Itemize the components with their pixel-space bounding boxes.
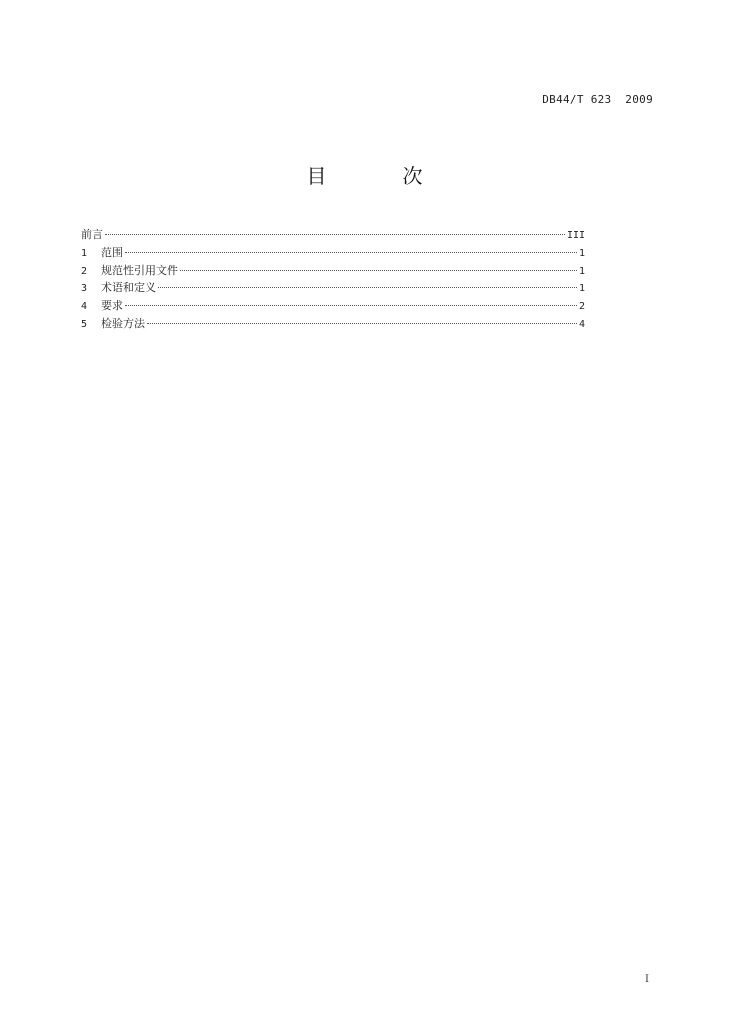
toc-entry-number: 4 bbox=[81, 301, 88, 313]
toc-entry-test-methods[interactable] bbox=[81, 315, 585, 333]
toc-entry-number: 5 bbox=[81, 318, 88, 330]
toc-entry-page: III bbox=[566, 230, 585, 241]
toc-entry-page: 1 bbox=[578, 265, 585, 277]
toc-dot-leader bbox=[147, 323, 577, 324]
toc-entry-page: 1 bbox=[578, 283, 585, 295]
toc-entry-label: 检验方法 bbox=[101, 316, 145, 330]
page-title: 目 次 bbox=[306, 164, 451, 188]
toc-dot-leader bbox=[158, 287, 577, 288]
toc-entry-label: 要求 bbox=[101, 299, 123, 313]
toc-entry-page: 2 bbox=[578, 301, 585, 313]
toc-entry-normative-references[interactable] bbox=[81, 262, 585, 280]
toc-entry-terms-definitions[interactable] bbox=[81, 279, 585, 297]
toc-entry-foreword[interactable] bbox=[81, 226, 585, 244]
toc-dot-leader bbox=[105, 234, 565, 235]
toc-entry-label: 术语和定义 bbox=[101, 281, 156, 295]
toc-entry-number: 3 bbox=[81, 283, 88, 295]
toc-dot-leader bbox=[125, 305, 577, 306]
toc-entry-label: 前言 bbox=[81, 228, 103, 241]
toc-entry-page: 4 bbox=[578, 318, 585, 330]
standard-code: DB44/T 623 2009 bbox=[542, 93, 653, 106]
toc-entry-number: 1 bbox=[81, 247, 88, 259]
toc-entry-number: 2 bbox=[81, 265, 88, 277]
toc-entry-page: 1 bbox=[578, 247, 585, 259]
toc-entry-requirements[interactable] bbox=[81, 297, 585, 315]
toc-dot-leader bbox=[125, 252, 577, 253]
toc-entry-label: 规范性引用文件 bbox=[101, 263, 178, 277]
toc-dot-leader bbox=[180, 270, 577, 271]
table-of-contents bbox=[81, 226, 585, 333]
page-number: I bbox=[645, 974, 649, 985]
toc-entry-label: 范围 bbox=[101, 245, 123, 259]
toc-entry-scope[interactable] bbox=[81, 244, 585, 262]
